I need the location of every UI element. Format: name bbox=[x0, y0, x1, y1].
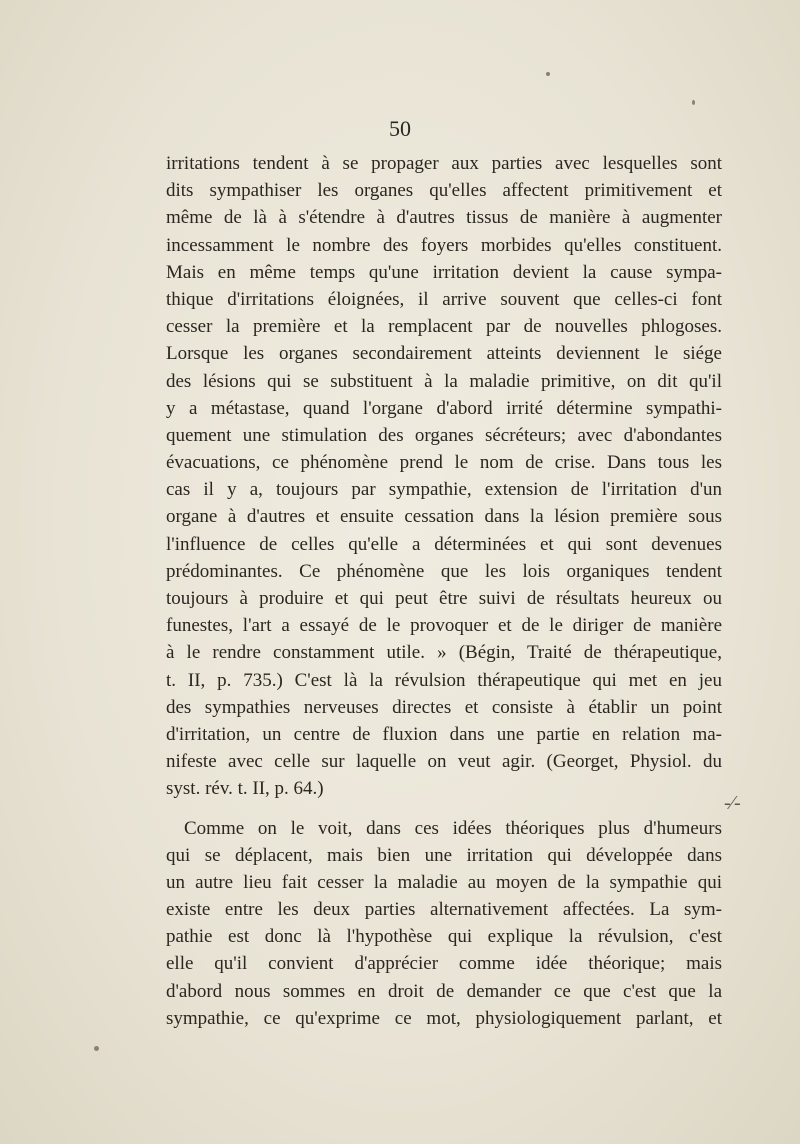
text-line: d'irritation, un centre de fluxion dans une partie en relation ma- bbox=[166, 723, 722, 745]
text-line: existe entre les deux parties alternativement affectées. La sym- bbox=[166, 899, 722, 921]
paper-speck bbox=[692, 100, 695, 105]
text-line: à le rendre constamment utile. » (Bégin, Traité de thérapeutique, bbox=[166, 642, 722, 664]
page-number: 50 bbox=[389, 116, 411, 141]
text-line: elle qu'il convient d'apprécier comme idée théorique; mais bbox=[166, 953, 722, 975]
text-line: cas il y a, toujours par sympathie, extension de l'irritation d'un bbox=[166, 479, 722, 501]
text-line: évacuations, ce phénomène prend le nom de crise. Dans tous les bbox=[166, 452, 722, 474]
text-line: y a métastase, quand l'organe d'abord irrité détermine sympathi- bbox=[166, 397, 722, 419]
text-line: nifeste avec celle sur laquelle on veut agir. (Georget, Physiol. du bbox=[166, 751, 722, 773]
text-line: quement une stimulation des organes sécréteurs; avec d'abondantes bbox=[166, 424, 722, 446]
text-line: t. II, p. 735.) C'est là la révulsion thérapeutique qui met en jeu bbox=[166, 669, 722, 691]
text-line: prédominantes. Ce phénomène que les lois organiques tendent bbox=[166, 560, 722, 582]
text-line: syst. rév. t. II, p. 64.) bbox=[166, 778, 324, 800]
text-line: Comme on le voit, dans ces idées théoriques plus d'humeurs bbox=[184, 817, 722, 839]
text-line: l'influence de celles qu'elle a déterminées et qui sont devenues bbox=[166, 533, 722, 555]
text-line: même de là à s'étendre à d'autres tissus de manière à augmenter bbox=[166, 207, 722, 229]
text-line: incessamment le nombre des foyers morbides qu'elles constituent. bbox=[166, 234, 722, 256]
text-line: Mais en même temps qu'une irritation devient la cause sympa- bbox=[166, 261, 722, 283]
text-line: pathie est donc là l'hypothèse qui explique la révulsion, c'est bbox=[166, 926, 722, 948]
text-line: dits sympathiser les organes qu'elles affectent primitivement et bbox=[166, 180, 722, 202]
text-line: des lésions qui se substituent à la maladie primitive, on dit qu'il bbox=[166, 370, 722, 392]
text-line: organe à d'autres et ensuite cessation dans la lésion première sous bbox=[166, 506, 722, 528]
body-text bbox=[166, 150, 722, 1032]
text-line: qui se déplacent, mais bien une irritation qui développée dans bbox=[166, 844, 722, 866]
text-line: sympathie, ce qu'exprime ce mot, physiologiquement parlant, et bbox=[166, 1007, 722, 1029]
text-line: des sympathies nerveuses directes et consiste à établir un point bbox=[166, 696, 722, 718]
paper-speck bbox=[94, 1046, 99, 1051]
text-line: cesser la première et la remplacent par de nouvelles phlogoses. bbox=[166, 316, 722, 338]
text-line: thique d'irritations éloignées, il arrive souvent que celles-ci font bbox=[166, 288, 722, 310]
text-line: d'abord nous sommes en droit de demander ce que c'est que la bbox=[166, 980, 722, 1002]
text-line: funestes, l'art a essayé de le provoquer et de le diriger de manière bbox=[166, 615, 722, 637]
paper-speck bbox=[546, 72, 550, 76]
text-line: Lorsque les organes secondairement atteints deviennent le siége bbox=[166, 343, 722, 365]
margin-annotation: -⁄- bbox=[724, 792, 741, 814]
text-line: toujours à produire et qui peut être suivi de résultats heureux ou bbox=[166, 588, 722, 609]
text-line: irritations tendent à se propager aux parties avec lesquelles sont bbox=[166, 153, 722, 174]
text-line: un autre lieu fait cesser la maladie au moyen de la sympathie qui bbox=[166, 871, 722, 893]
